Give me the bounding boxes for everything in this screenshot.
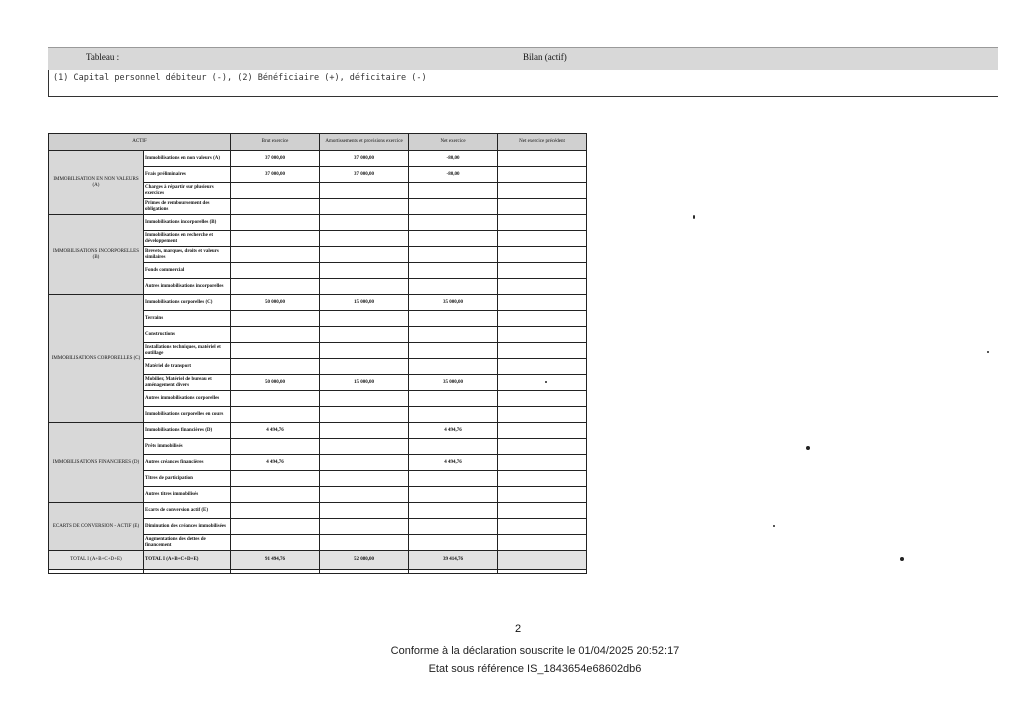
row-label: Primes de remboursement des obligations bbox=[144, 199, 231, 215]
cell-amort bbox=[320, 311, 409, 327]
cell-net bbox=[409, 183, 498, 199]
cell-brut: 37 000,00 bbox=[231, 151, 320, 167]
cell-net bbox=[409, 439, 498, 455]
cell-net bbox=[409, 311, 498, 327]
scan-speck bbox=[900, 557, 904, 561]
table-header-bar bbox=[48, 47, 998, 70]
cell-net-prev bbox=[498, 199, 587, 215]
total-row bbox=[49, 551, 587, 570]
col-header-brut: Brut exercice bbox=[231, 134, 320, 151]
cell-amort bbox=[320, 231, 409, 247]
cell-net-prev bbox=[498, 343, 587, 359]
cell-amort bbox=[320, 327, 409, 343]
table-row bbox=[49, 503, 587, 519]
cell-net-prev bbox=[498, 423, 587, 439]
cell-brut bbox=[231, 311, 320, 327]
total-section-label: TOTAL I (A+B+C+D+E) bbox=[49, 551, 144, 570]
tableau-label: Tableau : bbox=[86, 52, 120, 62]
cell-amort bbox=[320, 503, 409, 519]
cell-net bbox=[409, 199, 498, 215]
cell-net bbox=[409, 215, 498, 231]
cell-amort bbox=[320, 407, 409, 423]
row-label: Immobilisations en non valeurs (A) bbox=[144, 151, 231, 167]
row-label: Immobilisations incorporelles (B) bbox=[144, 215, 231, 231]
row-label: Prêts immobilisés bbox=[144, 439, 231, 455]
cell-net-prev bbox=[498, 407, 587, 423]
scan-speck bbox=[773, 525, 775, 527]
cell-net bbox=[409, 487, 498, 503]
cell-brut: 50 000,00 bbox=[231, 375, 320, 391]
cell-amort: 15 000,00 bbox=[320, 295, 409, 311]
cell-net bbox=[409, 279, 498, 295]
cell-amort: 15 000,00 bbox=[320, 375, 409, 391]
cell-amort bbox=[320, 215, 409, 231]
capital-note: (1) Capital personnel débiteur (-), (2) Bénéficiaire (+), déficitaire (-) bbox=[53, 73, 427, 83]
row-label: Mobilier, Matériel de bureau et aménagement divers bbox=[144, 375, 231, 391]
cell-brut: 50 000,00 bbox=[231, 295, 320, 311]
cell-brut bbox=[231, 343, 320, 359]
cell-amort bbox=[320, 183, 409, 199]
cell-brut bbox=[231, 471, 320, 487]
cell-net: 4 494,76 bbox=[409, 423, 498, 439]
cell-net-prev bbox=[498, 311, 587, 327]
cell-brut bbox=[231, 535, 320, 551]
cell-net-prev bbox=[498, 359, 587, 375]
section-label: IMMOBILISATIONS FINANCIERES (D) bbox=[49, 423, 144, 503]
cell-amort bbox=[320, 263, 409, 279]
cell-net bbox=[409, 519, 498, 535]
scan-speck bbox=[806, 446, 810, 450]
spacer-cell bbox=[498, 570, 587, 574]
row-label: Immobilisations corporelles (C) bbox=[144, 295, 231, 311]
cell-net-prev bbox=[498, 535, 587, 551]
cell-net-prev bbox=[498, 151, 587, 167]
row-label: Frais préliminaires bbox=[144, 167, 231, 183]
cell-net-prev bbox=[498, 327, 587, 343]
row-label: Brevets, marques, droits et valeurs similaires bbox=[144, 247, 231, 263]
cell-amort bbox=[320, 487, 409, 503]
cell-brut bbox=[231, 183, 320, 199]
cell-net-prev bbox=[498, 519, 587, 535]
cell-brut bbox=[231, 199, 320, 215]
cell-net bbox=[409, 263, 498, 279]
cell-net-prev bbox=[498, 183, 587, 199]
cell-brut bbox=[231, 247, 320, 263]
row-label: Immobilisations en recherche et développement bbox=[144, 231, 231, 247]
row-label: Ecarts de conversion actif (E) bbox=[144, 503, 231, 519]
cell-amort bbox=[320, 199, 409, 215]
cell-net-prev bbox=[498, 455, 587, 471]
cell-net bbox=[409, 391, 498, 407]
cell-amort bbox=[320, 343, 409, 359]
section-label: IMMOBILISATION EN NON VALEURS (A) bbox=[49, 151, 144, 215]
cell-brut bbox=[231, 439, 320, 455]
cell-net bbox=[409, 231, 498, 247]
table-bottom-rule bbox=[49, 570, 587, 574]
footer-conformity: Conforme à la déclaration souscrite le 01/04/2025 20:52:17 bbox=[390, 645, 680, 657]
spacer-cell bbox=[409, 570, 498, 574]
cell-amort: 37 000,00 bbox=[320, 167, 409, 183]
row-label: Diminution des créances immobilisées bbox=[144, 519, 231, 535]
cell-brut bbox=[231, 231, 320, 247]
cell-brut: 37 000,00 bbox=[231, 167, 320, 183]
row-label: Matériel de transport bbox=[144, 359, 231, 375]
spacer-cell bbox=[49, 570, 144, 574]
cell-amort bbox=[320, 279, 409, 295]
cell-brut bbox=[231, 407, 320, 423]
cell-amort bbox=[320, 535, 409, 551]
section-label: IMMOBILISATIONS CORPORELLES (C) bbox=[49, 295, 144, 423]
row-label: Autres immobilisations incorporelles bbox=[144, 279, 231, 295]
cell-brut bbox=[231, 359, 320, 375]
row-label: Autres titres immobilisés bbox=[144, 487, 231, 503]
cell-net-prev bbox=[498, 247, 587, 263]
cell-brut: 4 494,76 bbox=[231, 423, 320, 439]
cell-net-prev bbox=[498, 487, 587, 503]
section-label: IMMOBILISATIONS INCORPORELLES (B) bbox=[49, 215, 144, 295]
cell-net bbox=[409, 471, 498, 487]
spacer-cell bbox=[144, 570, 231, 574]
scan-speck bbox=[693, 215, 695, 219]
row-label: Constructions bbox=[144, 327, 231, 343]
row-label: Autres créances financières bbox=[144, 455, 231, 471]
row-label: Installations techniques, matériel et outillage bbox=[144, 343, 231, 359]
cell-net bbox=[409, 359, 498, 375]
cell-net-prev bbox=[498, 375, 587, 391]
cell-net-prev bbox=[498, 391, 587, 407]
total-brut: 91 494,76 bbox=[231, 551, 320, 570]
cell-net: -80,00 bbox=[409, 167, 498, 183]
cell-amort bbox=[320, 359, 409, 375]
cell-net bbox=[409, 407, 498, 423]
row-label: Immobilisations corporelles en cours bbox=[144, 407, 231, 423]
cell-amort bbox=[320, 471, 409, 487]
table-row bbox=[49, 295, 587, 311]
cell-amort bbox=[320, 439, 409, 455]
cell-brut bbox=[231, 215, 320, 231]
cell-brut bbox=[231, 519, 320, 535]
row-label: Immobilisations financières (D) bbox=[144, 423, 231, 439]
cell-net-prev bbox=[498, 167, 587, 183]
cell-net-prev bbox=[498, 439, 587, 455]
cell-amort bbox=[320, 423, 409, 439]
cell-brut bbox=[231, 263, 320, 279]
cell-amort bbox=[320, 455, 409, 471]
row-label: Titres de participation bbox=[144, 471, 231, 487]
total-label: TOTAL I (A+B+C+D+E) bbox=[144, 551, 231, 570]
cell-net bbox=[409, 247, 498, 263]
cell-brut bbox=[231, 391, 320, 407]
bilan-actif-table bbox=[48, 133, 587, 574]
table-row bbox=[49, 423, 587, 439]
col-header-amort: Amortissements et provisions exercice bbox=[320, 134, 409, 151]
cell-net: 35 000,00 bbox=[409, 295, 498, 311]
footer-reference: Etat sous référence IS_1843654e68602db6 bbox=[428, 663, 642, 675]
row-label: Charges à répartir sur plusieurs exercices bbox=[144, 183, 231, 199]
spacer-cell bbox=[320, 570, 409, 574]
cell-net-prev bbox=[498, 503, 587, 519]
cell-brut bbox=[231, 279, 320, 295]
total-net-prev bbox=[498, 551, 587, 570]
cell-brut bbox=[231, 487, 320, 503]
cell-net: 35 000,00 bbox=[409, 375, 498, 391]
cell-net-prev bbox=[498, 215, 587, 231]
cell-net-prev bbox=[498, 263, 587, 279]
col-header-actif: ACTIF bbox=[49, 134, 231, 151]
scan-speck bbox=[545, 381, 547, 383]
cell-net-prev bbox=[498, 471, 587, 487]
cell-net bbox=[409, 343, 498, 359]
cell-amort bbox=[320, 247, 409, 263]
bilan-title: Bilan (actif) bbox=[523, 52, 567, 62]
scan-speck bbox=[987, 351, 989, 353]
section-label: ECARTS DE CONVERSION - ACTIF (E) bbox=[49, 503, 144, 551]
row-label: Augmentations des dettes de financement bbox=[144, 535, 231, 551]
cell-brut bbox=[231, 503, 320, 519]
cell-net-prev bbox=[498, 231, 587, 247]
cell-amort bbox=[320, 519, 409, 535]
total-amort: 52 080,00 bbox=[320, 551, 409, 570]
cell-amort bbox=[320, 391, 409, 407]
cell-net-prev bbox=[498, 295, 587, 311]
row-label: Terrains bbox=[144, 311, 231, 327]
spacer-cell bbox=[231, 570, 320, 574]
col-header-net: Net exercice bbox=[409, 134, 498, 151]
row-label: Autres immobilisations corporelles bbox=[144, 391, 231, 407]
cell-net: 4 494,76 bbox=[409, 455, 498, 471]
cell-amort: 37 000,00 bbox=[320, 151, 409, 167]
table-header-row bbox=[49, 134, 587, 151]
cell-net: -80,00 bbox=[409, 151, 498, 167]
col-header-net-prev: Net exercice précédent bbox=[498, 134, 587, 151]
total-net: 39 414,76 bbox=[409, 551, 498, 570]
table-row bbox=[49, 215, 587, 231]
cell-net bbox=[409, 503, 498, 519]
cell-net bbox=[409, 535, 498, 551]
cell-brut bbox=[231, 327, 320, 343]
row-label: Fonds commercial bbox=[144, 263, 231, 279]
cell-net bbox=[409, 327, 498, 343]
cell-net-prev bbox=[498, 279, 587, 295]
page-number: 2 bbox=[515, 623, 522, 635]
note-line bbox=[48, 70, 998, 97]
table-row bbox=[49, 151, 587, 167]
cell-brut: 4 494,76 bbox=[231, 455, 320, 471]
